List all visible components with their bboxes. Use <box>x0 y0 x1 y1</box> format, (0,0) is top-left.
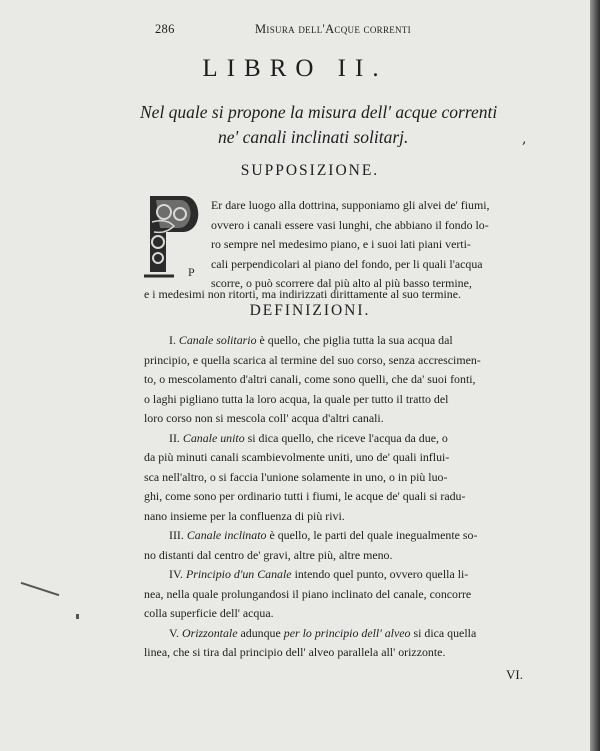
def-2-text: si dica quello, che riceve l'acqua da due, o <box>247 431 448 445</box>
def-2-first-line <box>169 433 448 445</box>
def-4-term: Principio d'un Canale <box>185 567 292 581</box>
def-1-text: è quello, che piglia tutta la sua acqua dal <box>259 333 453 347</box>
def-5-term: Orizzontale <box>182 626 238 640</box>
stray-ink-mark <box>21 582 60 596</box>
def-1-line-5: loro corso non si mescola coll' acqua d'altri canali. <box>144 411 384 425</box>
def-4-line-2: nea, nella quale prolungandosi il piano inclinato del canale, concorre <box>144 587 472 601</box>
def-1-num: I. <box>169 333 176 347</box>
def-1-line-4: o laghi pigliano tutta la loro acqua, la quale per tutto il tratto del <box>144 392 449 406</box>
supp-line-4: cali perpendicolari al piano del fondo, per li quali l'acqua <box>211 257 483 271</box>
def-1-line-2: principio, e quella scarica al termine del suo corso, senza accrescimen- <box>144 353 481 367</box>
dropcap-ornament-icon <box>144 192 206 278</box>
stray-ink-dot <box>76 614 79 619</box>
page-number: 286 <box>155 22 175 36</box>
def-4-line-3: colla superficie dell' acqua. <box>144 606 274 620</box>
def-3-text: è quello, le parti del quale inegualmente so- <box>269 528 478 542</box>
def-4-text: intendo quel punto, ovvero quella li- <box>294 567 469 581</box>
def-2-line-2: da più minuti canali scambievolmente uniti, uno de' quali influi- <box>144 450 450 464</box>
definizioni-heading: DEFINIZIONI. <box>249 302 371 319</box>
ornamental-dropcap <box>144 192 206 278</box>
subtitle-line-1: Nel quale si propone la misura dell' acque correnti <box>140 102 498 122</box>
def-1-term: Canale solitario <box>178 333 257 347</box>
def-5-term-2: per lo principio dell' alveo <box>283 626 411 640</box>
def-3-term: Canale inclinato <box>186 528 267 542</box>
def-2-line-5: nano insieme per la confluenza di più rivi. <box>144 509 345 523</box>
supp-line-2: ovvero i canali essere vasi lunghi, che abbiano il fondo lo- <box>211 218 489 232</box>
book-title: LIBRO II. <box>202 55 388 82</box>
catchword: VI. <box>506 667 523 682</box>
def-3-line-2: no distanti dal centro de' gravi, altre più, altre meno. <box>144 548 393 562</box>
def-4-first-line <box>169 569 468 581</box>
def-5-mid: adunque <box>240 626 281 640</box>
def-2-line-4: ghi, come sono per ordinario tutti i fiumi, le acque de' quali si radu- <box>144 489 466 503</box>
def-1-first-line <box>169 335 453 347</box>
def-3-first-line <box>169 530 477 542</box>
running-title: Misura dell'Acque correnti <box>255 22 411 36</box>
dropcap-letter: P <box>188 265 195 278</box>
supposizione-heading: SUPPOSIZIONE. <box>240 162 380 179</box>
def-1-line-3: to, o mescolamento d'altri canali, come sono quelli, che da' suoi fonti, <box>144 372 476 386</box>
def-5-first-line <box>169 628 476 640</box>
supp-line-6: e i medesimi non ritorti, ma indirizzati dirittamente al suo termine. <box>144 287 461 301</box>
def-5-line-2: linea, che si tira dal principio dell' alveo parallela all' orizzonte. <box>144 645 446 659</box>
def-2-num: II. <box>169 431 180 445</box>
def-5-text: si dica quella <box>413 626 477 640</box>
supp-line-5: scorre, o può scorrere dal più alto al più basso termine, <box>211 276 472 290</box>
def-5-num: V. <box>169 626 180 640</box>
subtitle-line-2: ne' canali inclinati solitarj. <box>218 127 409 147</box>
supp-line-3: ro sempre nel medesimo piano, e i suoi lati piani verti- <box>211 237 471 251</box>
def-4-num: IV. <box>169 567 183 581</box>
stray-mark: , <box>522 131 527 147</box>
def-2-term: Canale unito <box>182 431 245 445</box>
supp-line-1: Er dare luogo alla dottrina, supponiamo gli alvei de' fiumi, <box>211 198 490 212</box>
page-edge-shadow <box>590 0 600 751</box>
def-2-line-3: sca nell'altro, o si faccia l'unione solamente in uno, o in più luo- <box>144 470 448 484</box>
def-3-num: III. <box>169 528 184 542</box>
